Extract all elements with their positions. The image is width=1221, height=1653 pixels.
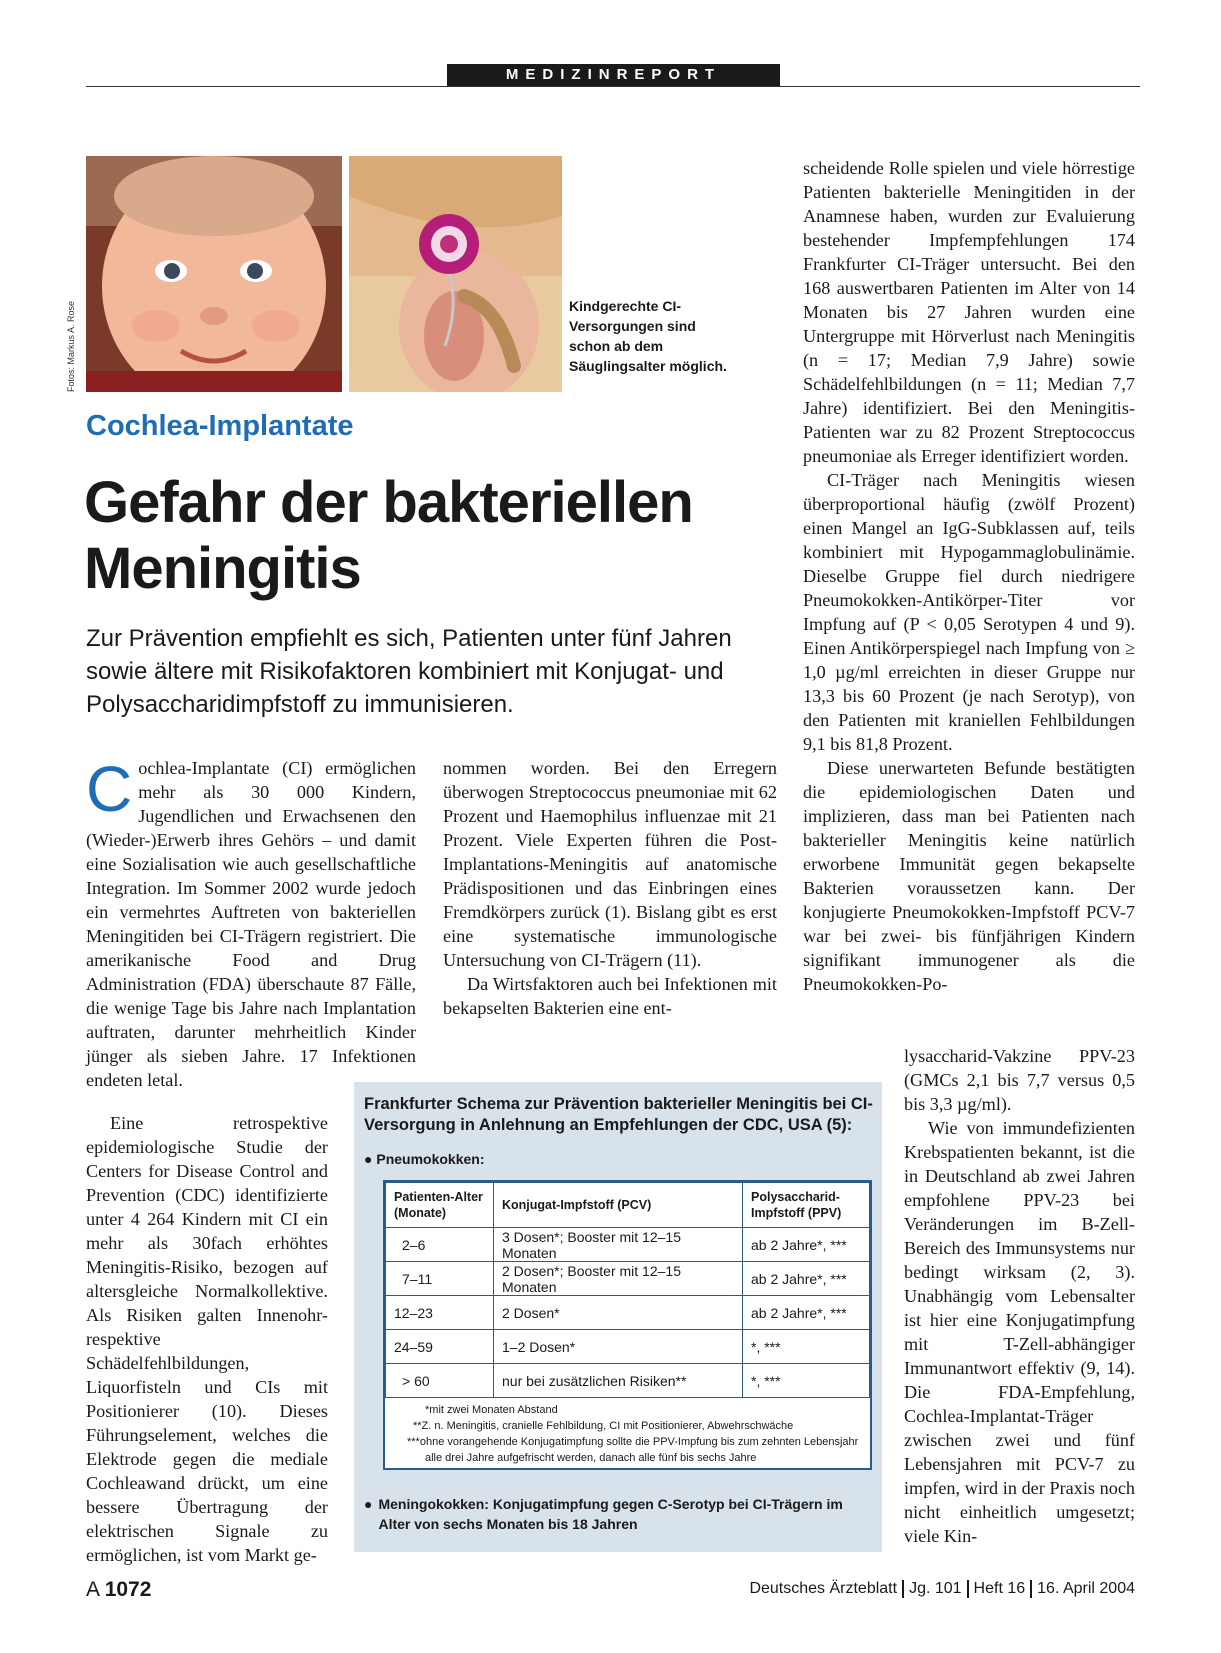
vaccination-table xyxy=(383,1180,872,1470)
dropcap: C xyxy=(86,753,133,825)
column-3-bottom xyxy=(904,1044,1135,1548)
column-1-top xyxy=(86,753,416,1092)
photo-credit: Fotos: Markus A. Rose xyxy=(66,300,76,392)
table-row xyxy=(386,1296,870,1330)
table-cell: 1–2 Dosen* xyxy=(494,1330,743,1364)
section-label: MEDIZINREPORT xyxy=(447,64,780,86)
table-cell: nur bei zusätzlichen Risiken** xyxy=(494,1364,743,1398)
table-cell: > 60 xyxy=(386,1364,494,1398)
table-row xyxy=(386,1228,870,1262)
lede: Zur Prävention empfiehlt es sich, Patienten unter fünf Jahren sowie ältere mit Risikofaktoren kombiniert mit Konjugat- und Polysaccharidimpfstoff zu immunisieren. xyxy=(86,625,732,718)
paragraph: scheidende Rolle spielen und viele hörrestige Patienten bakterielle Meningitiden in der Anamnese haben, wurden zur Evaluierung bestehender Impfempfehlungen 174 Frankfurter CI-Träger untersucht. Bei den 168 auswertbaren Patienten im Alter von 14 Monaten bis 27 Jahren wurden eine Untergruppe mit Hörverlust nach Meningitis (n = 17; Median 7,9 Jahre) sowie Schädelfehlbildungen (n = 11; Median 7,7 Jahre) identifiziert. Bei den Meningitis-Patienten war zu 82 Prozent Streptococcus pneumoniae als Erreger identifiziert worden. xyxy=(803,158,1135,466)
table-header: Patienten-Alter (Monate) xyxy=(386,1183,494,1228)
footnote: ***ohne vorangehende Konjugatimpfung sollte die PPV-Impfung bis zum zehnten Lebensjahr xyxy=(407,1436,859,1448)
table-cell: 2–6 xyxy=(386,1228,494,1262)
table-cell: ab 2 Jahre*, *** xyxy=(743,1228,870,1262)
journal-date: 16. April 2004 xyxy=(1037,1580,1135,1598)
table-cell: 24–59 xyxy=(386,1330,494,1364)
table-cell: *, *** xyxy=(743,1330,870,1364)
page-prefix: A xyxy=(86,1578,99,1601)
table-header: Polysaccharid-Impfstoff (PPV) xyxy=(743,1183,870,1228)
footnote: **Z. n. Meningitis, cranielle Fehlbildung, CI mit Positionierer, Abwehrschwäche xyxy=(413,1420,794,1432)
info-box-title: Frankfurter Schema zur Prävention bakterieller Meningitis bei CI-Versorgung in Anlehnung an Empfehlungen der CDC, USA (5): xyxy=(364,1095,873,1134)
column-2 xyxy=(443,756,777,1020)
bullet-text: Meningokokken: Konjugatimpfung gegen C-Serotyp bei CI-Trägern im Alter von sechs Monaten bis 18 Jahren xyxy=(378,1496,843,1532)
paragraph: nommen worden. Bei den Erregern überwogen Streptococcus pneumoniae mit 62 Prozent und Haemophilus influenzae mit 21 Prozent. Viele Experten führen die Post-Implantations-Meningitis auf anatomische Prädispositionen und das Einbringen eines Fremdkörpers zurück (1). Bislang gibt es erst eine systematische immunologische Untersuchung von CI-Trägern (11). xyxy=(443,758,777,970)
paragraph: lysaccharid-Vakzine PPV-23 (GMCs 2,1 bis 7,7 versus 0,5 bis 3,3 µg/ml). xyxy=(904,1046,1135,1114)
table-header-row xyxy=(386,1183,870,1228)
table-row xyxy=(386,1364,870,1398)
journal-name: Deutsches Ärzteblatt xyxy=(749,1580,898,1598)
bullet-meningokokken xyxy=(364,1494,864,1534)
bullet-pneumokokken xyxy=(364,1149,485,1169)
bullet-icon: ● xyxy=(364,1496,373,1512)
paragraph: ochlea-Implantate (CI) ermöglichen mehr als 30 000 Kindern, Jugendlichen und Erwachsenen den (Wieder-)Erwerb ihres Gehörs – und damit eine Sozialisation wie auch gesellschaftliche Integration. Im Sommer 2002 wurde jedoch ein vermehrtes Auftreten von bakteriellen Meningitiden bei CI-Trägern registriert. Die amerikanische Food and Drug Administration (FDA) überschaute 87 Fälle, die wenige Tage bis Jahre nach Implantation auftraten, darunter mehrheitlich Kinder jünger als sieben Jahre. 17 Infektionen endeten letal. xyxy=(86,758,416,1090)
table-cell: ab 2 Jahre*, *** xyxy=(743,1262,870,1296)
photo-baby xyxy=(86,156,342,392)
table-row xyxy=(386,1330,870,1364)
footnote: *mit zwei Monaten Abstand xyxy=(425,1404,558,1416)
table-cell: 12–23 xyxy=(386,1296,494,1330)
page-number xyxy=(86,1578,151,1602)
table-cell: *, *** xyxy=(743,1364,870,1398)
bullet-text: Pneumokokken: xyxy=(376,1151,485,1167)
table-header: Konjugat-Impfstoff (PCV) xyxy=(494,1183,743,1228)
journal-info xyxy=(749,1580,1135,1598)
photo-implant xyxy=(349,156,562,392)
journal-volume: Jg. 101 xyxy=(909,1580,962,1598)
paragraph: Diese unerwarteten Befunde bestätigten die epidemiologischen Daten und implizieren, dass man bei Patienten nach bakterieller Meningitis keine natürlich erworbene Immunität gegen bekapselte Bakterien voraussetzen kann. Der konjugierte Pneumokokken-Impfstoff PCV-7 war bei zwei- bis fünfjährigen Kindern signifikant immunogener als die Pneumokokken-Po- xyxy=(803,758,1135,994)
table-cell: 2 Dosen*; Booster mit 12–15 Monaten xyxy=(494,1262,743,1296)
headline: Gefahr der bakteriellen Meningitis xyxy=(84,470,693,601)
table-cell: 7–11 xyxy=(386,1262,494,1296)
table-footnotes xyxy=(385,1398,870,1466)
table-cell: ab 2 Jahre*, *** xyxy=(743,1296,870,1330)
table-cell: 2 Dosen* xyxy=(494,1296,743,1330)
paragraph: Da Wirtsfaktoren auch bei Infektionen mit bekapselten Bakterien eine ent- xyxy=(443,974,777,1018)
journal-issue: Heft 16 xyxy=(973,1580,1026,1598)
footnote: alle drei Jahre aufgefrischt werden, danach alle fünf bis sechs Jahre xyxy=(425,1452,757,1464)
table-cell: 3 Dosen*; Booster mit 12–15 Monaten xyxy=(494,1228,743,1262)
header-rule xyxy=(86,86,1140,87)
paragraph: CI-Träger nach Meningitis wiesen überproportional häufig (zwölf Prozent) einen Mangel an IgG-Subklassen auf, teils kombiniert mit Hypogammaglobulinämie. Dieselbe Gruppe fiel durch niedrigere Pneumokokken-Antikörper-Titer vor Impfung auf (P < 0,05 Serotypen 4 und 9). Einen Antikörperspiegel nach Impfung von ≥ 1,0 µg/ml erreichten in dieser Gruppe nur 13,3 bis 60 Prozent (je nach Serotyp), von den Patienten mit kraniellen Fehlbildungen 9,1 bis 81,8 Prozent. xyxy=(803,470,1135,754)
table-row xyxy=(386,1262,870,1296)
paragraph: Eine retrospektive epidemiologische Studie der Centers for Disease Control and Prevention (CDC) identifizierte unter 4 264 Kindern mit CI ein mehr als 30fach erhöhtes Meningitis-Risiko, bezogen auf altersgleiche Normalkollektive. Als Risiken galten Innenohr- respektive Schädelfehlbildungen, Liquorfisteln und CIs mit Positionierer (10). Dieses Führungselement, welches die Elektrode gegen die mediale Cochleawand drückt, um eine bessere Übertragung der elektrischen Signale zu ermöglichen, ist vom Markt ge- xyxy=(86,1113,328,1565)
column-3-top xyxy=(803,156,1135,996)
bullet-icon: ● xyxy=(364,1151,373,1167)
paragraph: Wie von immundefizienten Krebspatienten bekannt, ist die in Deutschland ab zwei Jahren empfohlene PPV-23 bei Veränderungen im B-Zell-Bereich des Immunsystems nur bedingt wirksam (2, 3). Unabhängig vom Lebensalter ist hier eine Konjugatimpfung mit T-Zell-abhängiger Immunantwort effektiv (9, 14). Die FDA-Empfehlung, Cochlea-Implantat-Träger zwischen zwei und fünf Lebensjahren mit PCV-7 zu impfen, wird in der Praxis noch nicht einheitlich umgesetzt; viele Kin- xyxy=(904,1118,1135,1546)
column-1-bottom xyxy=(86,1111,328,1567)
page-number-value: 1072 xyxy=(104,1578,152,1601)
photo-caption: Kindgerechte CI-Versorgungen sind schon ab dem Säuglingsalter möglich. xyxy=(569,298,727,374)
kicker: Cochlea-Implantate xyxy=(86,410,354,442)
